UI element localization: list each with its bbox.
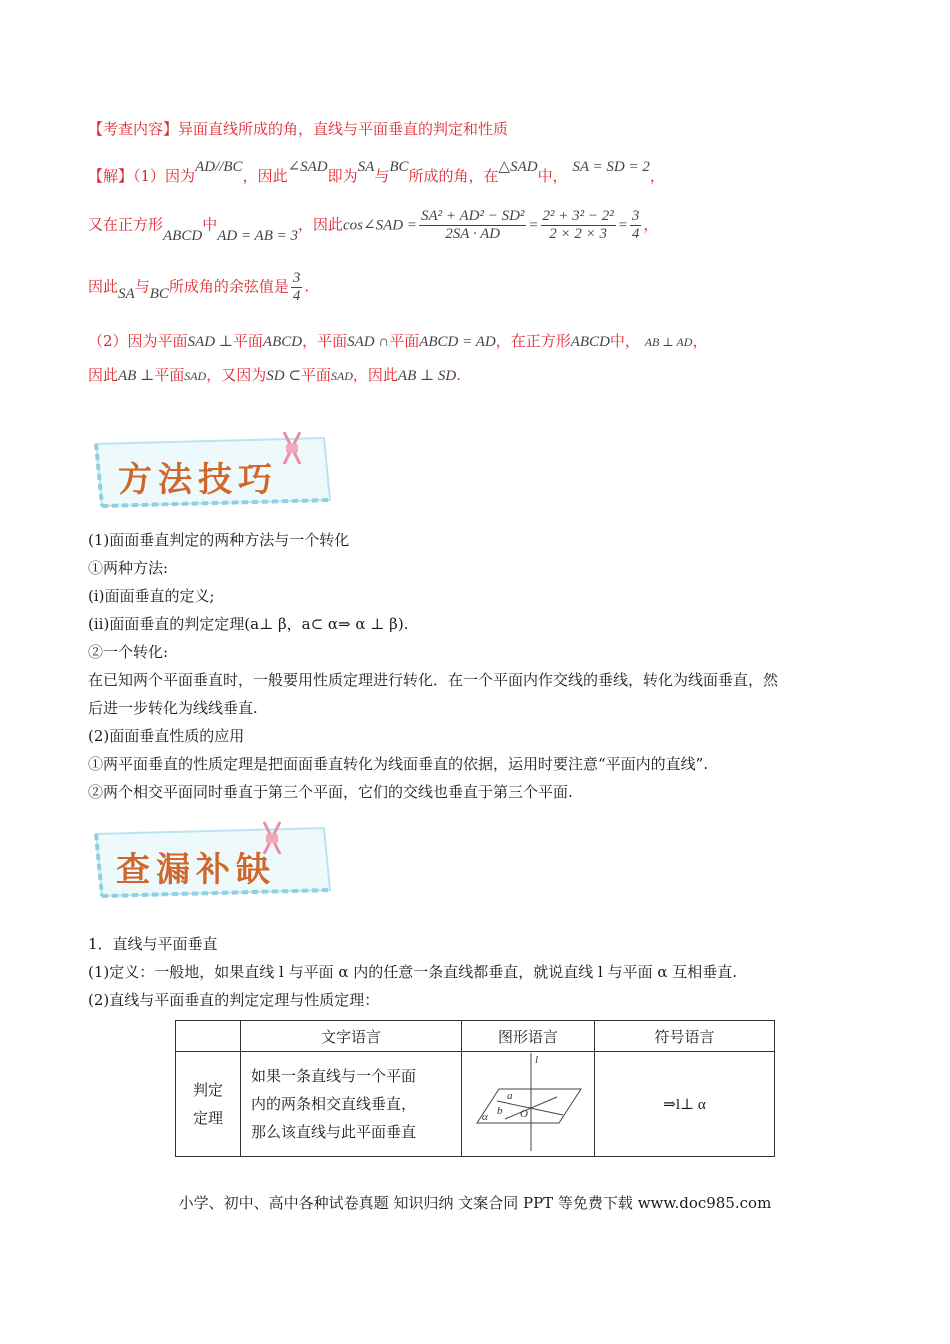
text: ，	[649, 167, 665, 185]
math-expr: BC	[149, 285, 169, 302]
banner-title: 查漏补缺	[116, 850, 276, 890]
numerator: 2² + 3² − 2²	[542, 208, 614, 224]
text: 所成的角，在	[408, 167, 499, 185]
symbol-cell	[595, 1052, 775, 1157]
math-expr: SAD ∩	[347, 334, 390, 350]
text: 即为	[327, 167, 358, 185]
review-line: (2)直线与平面垂直的判定定理与性质定理：	[88, 991, 380, 1009]
math-expr: =	[617, 217, 628, 234]
row-label-line: 判定	[192, 1081, 223, 1099]
label-o: O	[520, 1108, 528, 1120]
text: 所成角的余弦值是	[168, 277, 289, 296]
methods-line: ②一个转化:	[88, 643, 169, 661]
symbol-expression: ⇒l⊥ α	[663, 1096, 706, 1113]
fraction	[419, 208, 526, 243]
math-expr: AB ⊥ AD	[644, 335, 693, 349]
text: 中	[202, 215, 218, 234]
row-label-line: 定理	[192, 1109, 223, 1127]
description-line: 如果一条直线与一个平面	[251, 1067, 417, 1085]
text: 与	[134, 277, 150, 296]
numerator: SA² + AD² − SD²	[420, 208, 525, 224]
math-expr: SAD	[184, 369, 207, 383]
fraction	[291, 270, 303, 305]
solution-line-1	[88, 159, 665, 186]
numerator: 3	[631, 208, 640, 224]
math-expr: AD = AB = 3	[217, 227, 298, 244]
label-alpha: α	[482, 1111, 488, 1123]
numerator: 3	[292, 270, 301, 286]
table-header-cell	[176, 1021, 241, 1052]
section-banner-review	[88, 820, 338, 902]
label-b: b	[497, 1105, 503, 1117]
section-banner-methods	[88, 430, 338, 512]
math-expr: cos∠SAD =	[343, 217, 417, 234]
text: .	[456, 366, 461, 384]
text: 中，	[609, 332, 640, 350]
text: 平面	[300, 366, 331, 384]
methods-line: ①两种方法:	[88, 559, 169, 577]
review-line: (1)定义：一般地，如果直线 l 与平面 α 内的任意一条直线都垂直，就说直线 l 与平面 α 互相垂直.	[88, 963, 738, 981]
methods-line: (ⅰ)面面垂直的定义;	[88, 587, 215, 605]
topic-header: 【考查内容】异面直线所成的角，直线与平面垂直的判定和性质	[88, 120, 509, 138]
table-header-cell: 符号语言	[595, 1021, 775, 1052]
fraction	[541, 208, 616, 243]
math-expr: ABCD	[163, 227, 203, 244]
denominator: 4	[631, 226, 640, 242]
text: ，在正方形	[495, 332, 571, 350]
label-a: a	[507, 1090, 513, 1102]
table-header-cell: 文字语言	[241, 1021, 462, 1052]
text: ，又因为	[206, 366, 267, 384]
text: （2）因为平面	[88, 332, 188, 350]
row-label	[176, 1052, 241, 1157]
label-l: l	[535, 1054, 539, 1066]
banner-title: 方法技巧	[118, 460, 278, 500]
solution-label: 【解】	[88, 167, 134, 185]
fraction	[630, 208, 642, 243]
math-expr: BC	[389, 159, 409, 175]
math-expr: AB ⊥ SD	[397, 368, 457, 384]
table-header-cell: 图形语言	[462, 1021, 595, 1052]
math-expr: ABCD	[570, 334, 610, 350]
text: 平面	[154, 366, 185, 384]
denominator: 2SA · AD	[445, 226, 501, 242]
math-expr: SA	[357, 159, 375, 175]
math-expr: ABCD = AD	[419, 334, 496, 350]
text: 因此	[88, 366, 119, 384]
text: 又在正方形	[88, 215, 164, 234]
methods-line: 后进一步转化为线线垂直.	[88, 699, 258, 717]
text: 平面	[232, 332, 263, 350]
text: ，平面	[302, 332, 348, 350]
methods-line: ①两平面垂直的性质定理是把面面垂直转化为线面垂直的依据，运用时要注意“平面内的直线”.	[88, 755, 709, 773]
description-line: 那么该直线与此平面垂直	[251, 1123, 417, 1141]
text: 平面	[389, 332, 420, 350]
text: 因此	[88, 277, 119, 296]
text: ，	[692, 332, 708, 350]
math-expr: AD//BC	[195, 159, 243, 175]
review-line: 1．直线与平面垂直	[88, 935, 218, 953]
solution-line-4	[88, 330, 707, 351]
table-row	[176, 1052, 775, 1157]
review-block	[88, 930, 737, 1014]
text: 与	[374, 167, 390, 185]
description-line: 内的两条相交直线垂直，	[251, 1095, 417, 1113]
denominator: 2 × 2 × 3	[549, 226, 608, 242]
math-expr: ABCD	[262, 334, 303, 350]
math-expr: SD ⊂	[266, 368, 301, 384]
methods-line: 在已知两个平面垂直时，一般要用性质定理进行转化．在一个平面内作交线的垂线，转化为线面垂直，然	[88, 671, 779, 689]
text: ，因此	[242, 167, 288, 185]
math-expr: SA = SD = 2	[572, 159, 650, 175]
figure-cell	[462, 1052, 595, 1157]
math-expr: =	[528, 217, 539, 234]
solution-line-5	[88, 364, 461, 385]
text: ，因此	[352, 366, 398, 384]
math-expr: AB ⊥	[118, 368, 155, 384]
methods-line: ②两个相交平面同时垂直于第三个平面，它们的交线也垂直于第三个平面.	[88, 783, 573, 801]
math-expr: ∠SAD	[287, 159, 328, 175]
theorem-table	[175, 1020, 775, 1157]
text: ，	[643, 215, 659, 234]
denominator: 4	[292, 288, 301, 304]
math-expr: SAD ⊥	[187, 334, 233, 350]
methods-line: (1)面面垂直判定的两种方法与一个转化	[88, 531, 350, 549]
math-expr: △SAD	[498, 159, 538, 175]
solution-line-3	[88, 270, 309, 305]
methods-block	[88, 526, 778, 806]
text: （1）因为	[133, 167, 196, 185]
math-expr: SA	[118, 285, 135, 302]
math-expr: SAD	[330, 369, 353, 383]
text-description	[241, 1052, 462, 1157]
table-header-row	[176, 1021, 775, 1052]
methods-line: (2)面面垂直性质的应用	[88, 727, 245, 745]
page-footer: 小学、初中、高中各种试卷真题 知识归纳 文案合同 PPT 等免费下载 www.doc985.com	[178, 1194, 772, 1212]
line-plane-figure	[463, 1053, 593, 1151]
text: .	[304, 277, 310, 296]
solution-line-2	[88, 208, 658, 243]
text: ，因此	[298, 215, 344, 234]
text: 中，	[537, 167, 568, 185]
methods-line: (ⅱ)面面垂直的判定定理(a⊥ β，a⊂ α⇒ α ⊥ β).	[88, 615, 409, 633]
